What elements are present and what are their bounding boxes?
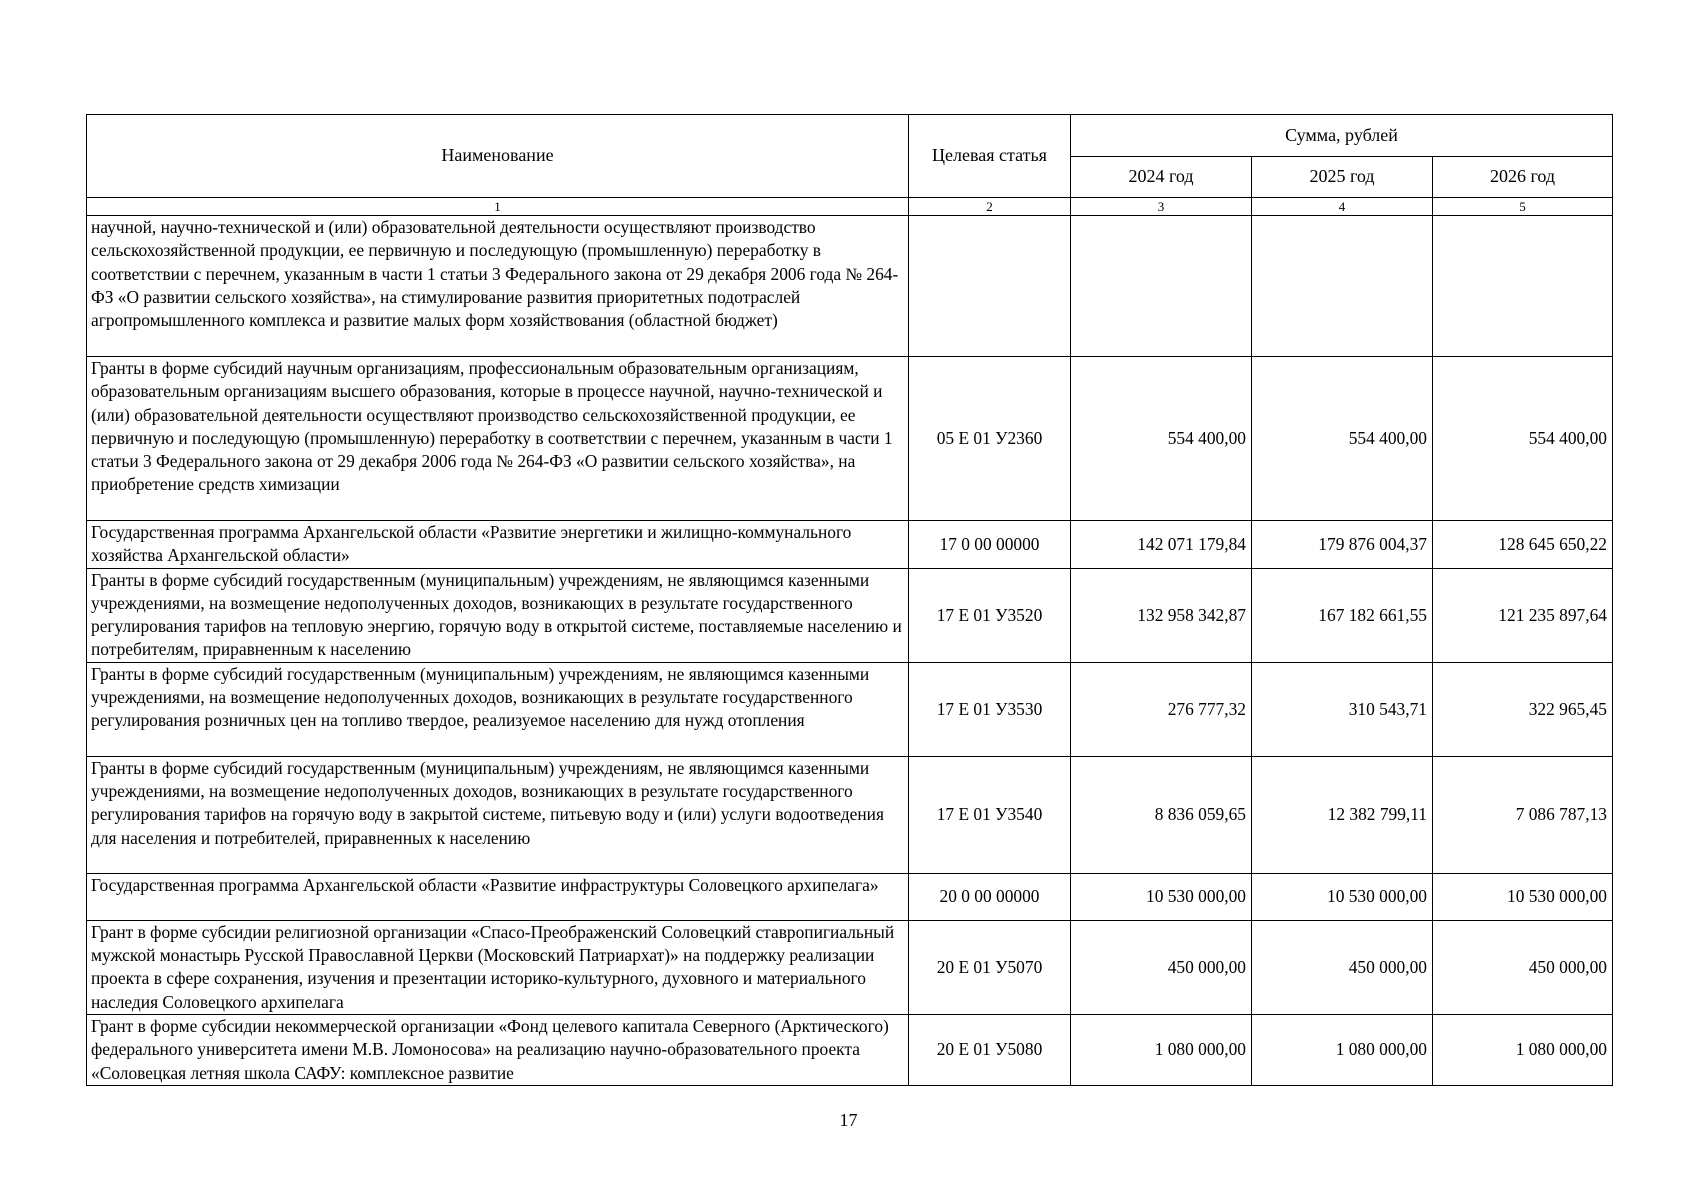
row-amount-2026: 7 086 787,13 [1433, 756, 1613, 873]
column-number: 5 [1433, 198, 1613, 216]
row-code [909, 216, 1071, 357]
header-row-top [87, 115, 1613, 157]
row-amount-2026: 450 000,00 [1433, 920, 1613, 1014]
row-amount-2024: 8 836 059,65 [1071, 756, 1252, 873]
budget-table [86, 114, 1613, 1086]
table-row [87, 662, 1613, 756]
table-row [87, 357, 1613, 521]
table-row [87, 756, 1613, 873]
row-code: 17 Е 01 У3540 [909, 756, 1071, 873]
row-amount-2026: 121 235 897,64 [1433, 568, 1613, 662]
header-year-2026: 2026 год [1433, 157, 1613, 198]
row-amount-2026: 128 645 650,22 [1433, 521, 1613, 569]
row-amount-2025: 12 382 799,11 [1252, 756, 1433, 873]
table-row [87, 873, 1613, 920]
row-amount-2026: 322 965,45 [1433, 662, 1613, 756]
row-name: Грант в форме субсидии некоммерческой организации «Фонд целевого капитала Северного (Арктического) федерального университета имени М.В. Ломоносова» на реализацию научно-образовательного проекта «Соловецкая летняя школа САФУ: комплексное развитие [87, 1014, 909, 1085]
row-amount-2024: 276 777,32 [1071, 662, 1252, 756]
row-amount-2025: 179 876 004,37 [1252, 521, 1433, 569]
row-name: научной, научно-технической и (или) образовательной деятельности осуществляют производство сельскохозяйственной продукции, ее первичную и последующую (промышленную) переработку в соответствии с перечнем, указанным в части 1 статьи 3 Федерального закона от 29 декабря 2006 года № 264-ФЗ «О развитии сельского хозяйства», на стимулирование развития приоритетных подотраслей агропромышленного комплекса и развитие малых форм хозяйствования (областной бюджет) [87, 216, 909, 357]
row-amount-2024: 1 080 000,00 [1071, 1014, 1252, 1085]
column-number: 2 [909, 198, 1071, 216]
row-name: Гранты в форме субсидий государственным (муниципальным) учреждениям, не являющимся казенными учреждениями, на возмещение недополученных доходов, возникающих в результате государственного регулирования тарифов на тепловую энергию, горячую воду в открытой системе, поставляемые населению и потребителям, приравненным к населению [87, 568, 909, 662]
row-code: 17 Е 01 У3530 [909, 662, 1071, 756]
header-year-2024: 2024 год [1071, 157, 1252, 198]
table-row [87, 216, 1613, 357]
row-amount-2024: 450 000,00 [1071, 920, 1252, 1014]
header-sum-group: Сумма, рублей [1071, 115, 1613, 157]
table-row [87, 568, 1613, 662]
header-code: Целевая статья [909, 115, 1071, 198]
row-amount-2026: 1 080 000,00 [1433, 1014, 1613, 1085]
row-name: Гранты в форме субсидий государственным (муниципальным) учреждениям, не являющимся казенными учреждениями, на возмещение недополученных доходов, возникающих в результате государственного регулирования тарифов на горячую воду в закрытой системе, питьевую воду и (или) услуги водоотведения для населения и потребителей, приравненных к населению [87, 756, 909, 873]
row-code: 20 Е 01 У5070 [909, 920, 1071, 1014]
header-name: Наименование [87, 115, 909, 198]
row-amount-2025: 167 182 661,55 [1252, 568, 1433, 662]
row-amount-2025: 1 080 000,00 [1252, 1014, 1433, 1085]
column-number-row [87, 198, 1613, 216]
row-amount-2025: 310 543,71 [1252, 662, 1433, 756]
row-amount-2025 [1252, 216, 1433, 357]
row-amount-2026: 10 530 000,00 [1433, 873, 1613, 920]
row-amount-2024: 142 071 179,84 [1071, 521, 1252, 569]
row-name: Гранты в форме субсидий научным организациям, профессиональным образовательным организациям, образовательным организациям высшего образования, которые в процессе научной, научно-технической и (или) образовательной деятельности осуществляют производство сельскохозяйственной продукции, ее первичную и последующую (промышленную) переработку в соответствии с перечнем, указанным в части 1 статьи 3 Федерального закона от 29 декабря 2006 года № 264-ФЗ «О развитии сельского хозяйства», на приобретение средств химизации [87, 357, 909, 521]
page-number: 17 [839, 1110, 858, 1130]
row-code: 17 0 00 00000 [909, 521, 1071, 569]
row-name: Грант в форме субсидии религиозной организации «Спасо-Преображенский Соловецкий ставропигиальный мужской монастырь Русской Православной Церкви (Московский Патриархат)» на поддержку реализации проекта в сфере сохранения, изучения и презентации историко-культурного, духовного и материального наследия Соловецкого архипелага [87, 920, 909, 1014]
row-amount-2025: 10 530 000,00 [1252, 873, 1433, 920]
row-amount-2026: 554 400,00 [1433, 357, 1613, 521]
row-name: Государственная программа Архангельской области «Развитие инфраструктуры Соловецкого архипелага» [87, 873, 909, 920]
row-amount-2025: 554 400,00 [1252, 357, 1433, 521]
row-name: Гранты в форме субсидий государственным (муниципальным) учреждениям, не являющимся казенными учреждениями, на возмещение недополученных доходов, возникающих в результате государственного регулирования розничных цен на топливо твердое, реализуемое населению для нужд отопления [87, 662, 909, 756]
row-amount-2024: 10 530 000,00 [1071, 873, 1252, 920]
table-row [87, 1014, 1613, 1085]
table-row [87, 521, 1613, 569]
table-row [87, 920, 1613, 1014]
row-amount-2024 [1071, 216, 1252, 357]
row-amount-2025: 450 000,00 [1252, 920, 1433, 1014]
column-number: 1 [87, 198, 909, 216]
row-code: 05 Е 01 У2360 [909, 357, 1071, 521]
column-number: 3 [1071, 198, 1252, 216]
row-code: 20 0 00 00000 [909, 873, 1071, 920]
row-name: Государственная программа Архангельской области «Развитие энергетики и жилищно-коммунального хозяйства Архангельской области» [87, 521, 909, 569]
row-amount-2024: 554 400,00 [1071, 357, 1252, 521]
column-number: 4 [1252, 198, 1433, 216]
header-year-2025: 2025 год [1252, 157, 1433, 198]
row-code: 20 Е 01 У5080 [909, 1014, 1071, 1085]
row-amount-2024: 132 958 342,87 [1071, 568, 1252, 662]
row-amount-2026 [1433, 216, 1613, 357]
row-code: 17 Е 01 У3520 [909, 568, 1071, 662]
